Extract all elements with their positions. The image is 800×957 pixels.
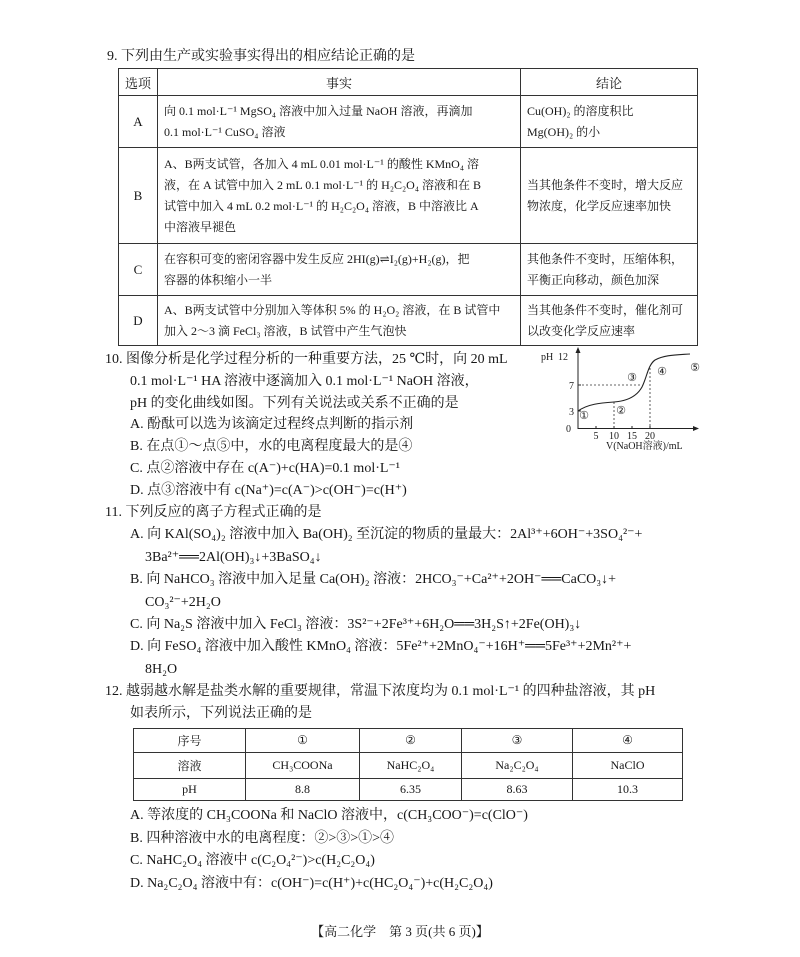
fact-line: 液，在 A 试管中加入 2 mL 0.1 mol·L⁻¹ 的 H₂C₂O₄ 溶液和在 B: [164, 177, 482, 192]
option-label: C: [119, 244, 158, 296]
table-row-solution: [134, 753, 683, 779]
header-option: 选项: [119, 69, 158, 96]
question-11-option-d: D. 向 FeSO₄ 溶液中加入酸性 KMnO₄ 溶液：5Fe²⁺+2MnO₄⁻+16H⁺══5Fe³⁺+2Mn²⁺+: [130, 639, 632, 655]
table-row: [119, 96, 698, 148]
point-label-1: ①: [579, 410, 589, 422]
question-12-stem-line: 12. 越弱越水解是盐类水解的重要规律，常温下浓度均为 0.1 mol·L⁻¹ 的四种盐溶液，其 pH: [105, 684, 656, 699]
fact-line: A、B两支试管，各加入 4 mL 0.01 mol·L⁻¹ 的酸性 KMnO₄ 溶: [164, 156, 480, 171]
option-label: A: [119, 96, 158, 148]
table-cell: NaClO: [573, 753, 683, 779]
question-12-options: [105, 805, 528, 895]
table-header-row: [119, 69, 698, 96]
question-11-option-a: A. 向 KAl(SO₄)₂ 溶液中加入 Ba(OH)₂ 至沉淀的物质的量最大：2Al³⁺+6OH⁻+3SO₄²⁻+: [130, 527, 643, 543]
question-11-stem: 11. 下列反应的离子方程式正确的是: [105, 505, 322, 520]
fact-cell: [158, 96, 521, 148]
fact-line: A、B两支试管中分别加入等体积 5% 的 H₂O₂ 溶液，在 B 试管中: [164, 302, 501, 317]
question-11-option-c: C. 向 Na₂S 溶液中加入 FeCl₃ 溶液：3S²⁻+2Fe³⁺+6H₂O══3H₂S↑+2Fe(OH)₃↓: [130, 616, 582, 632]
table-cell: Na₂C₂O₄: [462, 753, 573, 779]
conclusion-cell: [521, 96, 698, 148]
table-cell: 8.8: [246, 779, 360, 801]
y-tick-label: 3: [569, 407, 574, 418]
table-cell: CH₃COONa: [246, 753, 360, 779]
question-10: [105, 349, 508, 502]
row-label: pH: [134, 779, 246, 801]
header-fact: 事实: [158, 69, 521, 96]
fact-cell: [158, 148, 521, 244]
question-12-option-a: A. 等浓度的 CH₃COONa 和 NaClO 溶液中，c(CH₃COO⁻)=c(ClO⁻): [130, 808, 528, 823]
question-11-option-b: B. 向 NaHCO₃ 溶液中加入足量 Ca(OH)₂ 溶液：2HCO₃⁻+Ca²⁺+2OH⁻══CaCO₃↓+: [130, 572, 617, 588]
conclusion-cell: [521, 296, 698, 346]
question-12-option-b: B. 四种溶液中水的电离程度：②>③>①>④: [130, 830, 395, 846]
x-axis-label: V(NaOH溶液)/mL: [606, 441, 683, 452]
conclusion-line: 其他条件不变时，压缩体积，: [527, 251, 684, 266]
header-index: 序号: [134, 729, 246, 753]
conclusion-cell: [521, 244, 698, 296]
conclusion-line: Mg(OH)₂ 的小: [527, 124, 601, 139]
question-9-table: [118, 68, 698, 346]
question-10-option-c: C. 点②溶液中存在 c(A⁻)+c(HA)=0.1 mol·L⁻¹: [130, 460, 401, 476]
question-12-stem-line: 如表所示，下列说法正确的是: [130, 706, 312, 721]
fact-line: 中溶液早褪色: [164, 219, 237, 234]
question-10-stem-line: 0.1 mol·L⁻¹ HA 溶液中逐滴加入 0.1 mol·L⁻¹ NaOH 溶液，: [130, 373, 479, 389]
y-axis-arrow: [576, 347, 581, 353]
conclusion-line: 平衡正向移动，颜色加深: [527, 272, 660, 287]
point-label-4: ④: [657, 366, 667, 378]
header-conclusion: 结论: [521, 69, 698, 96]
y-tick-label: 7: [569, 381, 574, 392]
fact-cell: [158, 244, 521, 296]
point-label-2: ②: [616, 405, 626, 417]
question-11-option-d-cont: 8H₂O: [145, 661, 178, 677]
fact-cell: [158, 296, 521, 346]
question-10-option-d: D. 点③溶液中有 c(Na⁺)=c(A⁻)>c(OH⁻)=c(H⁺): [130, 482, 407, 498]
conclusion-line: 以改变化学反应速率: [527, 323, 636, 338]
x-axis-arrow: [693, 426, 699, 431]
table-row: [119, 244, 698, 296]
option-label: B: [119, 148, 158, 244]
table-cell: 8.63: [462, 779, 573, 801]
question-12-stem: [105, 681, 655, 725]
fact-line: 0.1 mol·L⁻¹ CuSO₄ 溶液: [164, 124, 286, 139]
ph-titration-curve-figure: [538, 344, 705, 452]
question-9-stem: 9. 下列由生产或实验事实得出的相应结论正确的是: [107, 49, 415, 64]
fact-line: 试管中加入 4 mL 0.2 mol·L⁻¹ 的 H₂C₂O₄ 溶液，B 中溶液比 A: [164, 198, 479, 213]
question-11-option-a-cont: 3Ba²⁺══2Al(OH)₃↓+3BaSO₄↓: [145, 549, 322, 565]
conclusion-line: 当其他条件不变时，催化剂可: [527, 302, 684, 317]
x-tick-label: 5: [593, 431, 599, 442]
origin-label: 0: [566, 424, 571, 435]
fact-line: 在容积可变的密闭容器中发生反应 2HI(g)⇌I₂(g)+H₂(g)，把: [164, 251, 470, 266]
question-10-stem-line: pH 的变化曲线如图。下列有关说法或关系不正确的是: [130, 395, 459, 411]
table-row-ph: [134, 779, 683, 801]
table-row: [119, 148, 698, 244]
question-10-option-a: A. 酚酞可以选为该滴定过程终点判断的指示剂: [130, 417, 414, 433]
question-11: [105, 502, 642, 681]
table-cell: NaHC₂O₄: [360, 753, 462, 779]
header-solution-1: ①: [246, 729, 360, 753]
conclusion-line: 当其他条件不变时，增大反应: [527, 177, 684, 192]
fact-line: 加入 2～3 滴 FeCl₃ 溶液，B 试管中产生气泡快: [164, 323, 407, 338]
question-12-table: [133, 728, 683, 801]
question-11-option-b-cont: CO₃²⁻+2H₂O: [145, 594, 221, 610]
option-label: D: [119, 296, 158, 346]
table-header-row: [134, 729, 683, 753]
question-12-option-d: D. Na₂C₂O₄ 溶液中有：c(OH⁻)=c(H⁺)+c(HC₂O₄⁻)+c(H₂C₂O₄): [130, 875, 493, 891]
table-cell: 6.35: [360, 779, 462, 801]
y-tick-label: 12: [558, 352, 568, 363]
y-axis-label: pH: [541, 352, 554, 363]
fact-line: 容器的体积缩小一半: [164, 272, 273, 287]
header-solution-2: ②: [360, 729, 462, 753]
point-label-5: ⑤: [690, 362, 700, 374]
row-label: 溶液: [134, 753, 246, 779]
table-row: [119, 296, 698, 346]
page-footer: 【高二化学 第 3 页(共 6 页)】: [311, 924, 489, 939]
header-solution-4: ④: [573, 729, 683, 753]
table-cell: 10.3: [573, 779, 683, 801]
conclusion-line: Cu(OH)₂ 的溶度积比: [527, 103, 634, 118]
x-tick-label: 10: [609, 431, 619, 442]
question-12-option-c: C. NaHC₂O₄ 溶液中 c(C₂O₄²⁻)>c(H₂C₂O₄): [130, 853, 375, 869]
conclusion-cell: [521, 148, 698, 244]
point-label-3: ③: [627, 372, 637, 384]
x-tick-label: 20: [645, 431, 655, 442]
header-solution-3: ③: [462, 729, 573, 753]
question-10-stem-line: 10. 图像分析是化学过程分析的一种重要方法，25 ℃时，向 20 mL: [105, 352, 508, 367]
conclusion-line: 物浓度，化学反应速率加快: [527, 198, 672, 213]
x-tick-label: 15: [627, 431, 637, 442]
fact-line: 向 0.1 mol·L⁻¹ MgSO₄ 溶液中加入过量 NaOH 溶液，再滴加: [164, 103, 473, 118]
question-10-option-b: B. 在点①～点⑤中，水的电离程度最大的是④: [130, 439, 413, 455]
